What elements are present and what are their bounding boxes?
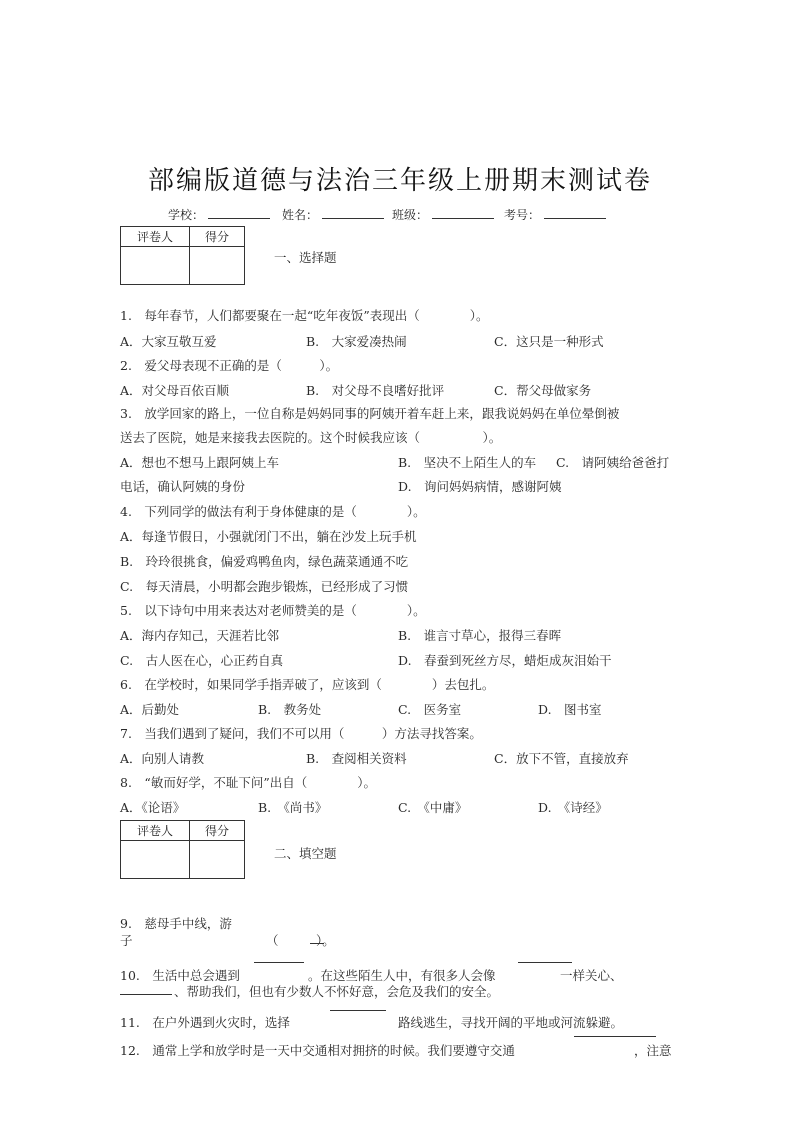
question-line-2: 子 (120, 933, 133, 948)
option-c[interactable]: C. 请阿姨给爸爸打 (556, 455, 670, 470)
option-d[interactable]: D. 春蚕到死丝方尽，蜡炬成灰泪始干 (398, 653, 612, 668)
question-line-1: 9. 慈母手中线，游 (120, 916, 232, 931)
option-a[interactable]: A．对父母百依百顺 (120, 383, 230, 398)
option-c[interactable]: C．这只是一种形式 (494, 334, 604, 349)
option-d[interactable]: D. 图书室 (538, 702, 602, 717)
question-text-c: 一样关心、 (560, 968, 623, 983)
question-stem: 4. 下列同学的做法有利于身体健康的是（ ）。 (120, 504, 426, 519)
option-b[interactable]: B. 坚决不上陌生人的车 (398, 455, 537, 470)
question-stem: 8. “敏而好学，不耻下问”出自（ ）。 (120, 775, 376, 790)
option-b[interactable]: B. 谁言寸草心，报得三春晖 (398, 628, 562, 643)
option-a[interactable]: A．想也不想马上跟阿姨上车 (120, 455, 280, 470)
option-c[interactable]: C．放下不管，直接放弃 (494, 751, 629, 766)
option-a[interactable]: A．《论语》 (120, 800, 186, 815)
question-text-b: 。在这些陌生人中，有很多人会像 (308, 968, 496, 983)
option-c[interactable]: C．帮父母做家务 (494, 383, 592, 398)
score-table-1 (120, 226, 245, 285)
question-text-b: 路线逃生，寻找开阔的平地或河流躲避。 (398, 1015, 624, 1030)
answer-blank[interactable] (310, 943, 324, 944)
question-text-line-2: 、帮助我们，但也有少数人不怀好意，会危及我们的安全。 (174, 984, 500, 999)
option-b[interactable]: B. 对父母不良嗜好批评 (306, 383, 445, 398)
option-b[interactable]: B. 大家爱凑热闹 (306, 334, 407, 349)
question-text-a: 11. 在户外遇到火灾时，选择 (120, 1015, 290, 1030)
option-c[interactable]: C. 古人医在心，心正药自真 (120, 653, 284, 668)
option-a[interactable]: A．大家互敬互爱 (120, 334, 217, 349)
name-blank[interactable] (322, 207, 384, 219)
question-text-a: 12. 通常上学和放学时是一天中交通相对拥挤的时候。我们要遵守交通 (120, 1043, 515, 1058)
score-table-2 (120, 820, 245, 879)
question-stem: 5. 以下诗句中用来表达对老师赞美的是（ ）。 (120, 603, 426, 618)
exam-number-label: 考号： (504, 208, 541, 222)
grader-header: 评卷人 (121, 821, 190, 841)
question-stem: 1. 每年春节，人们都要聚在一起“吃年夜饭”表现出（ ）。 (120, 308, 489, 323)
question-stem-line-2: 送去了医院，她是来接我去医院的。这个时候我应该（ ）。 (120, 430, 502, 445)
score-cell[interactable] (190, 841, 245, 879)
class-blank[interactable] (432, 207, 494, 219)
blank-2[interactable] (518, 962, 572, 963)
name-field (282, 206, 384, 223)
question-stem: 7. 当我们遇到了疑问，我们不可以用（ ）方法寻找答案。 (120, 726, 482, 741)
class-field (392, 206, 494, 223)
option-c-continued[interactable]: 电话，确认阿姨的身份 (120, 479, 246, 494)
option-a[interactable]: A．后勤处 (120, 702, 180, 717)
option-b[interactable]: B. 玲玲很挑食，偏爱鸡鸭鱼肉，绿色蔬菜通通不吃 (120, 554, 409, 569)
question-stem-line-1: 3. 放学回家的路上，一位自称是妈妈同事的阿姨开着车赶上来，跟我说妈妈在单位晕倒被 (120, 406, 620, 421)
option-a[interactable]: A．每逢节假日，小强就闭门不出，躺在沙发上玩手机 (120, 529, 417, 544)
answer-blank[interactable] (330, 1010, 386, 1011)
question-text-a: 10. 生活中总会遇到 (120, 968, 240, 983)
question-stem: 2. 爱父母表现不正确的是（ ）。 (120, 358, 339, 373)
exam-number-field (504, 206, 606, 223)
section-heading-choice: 一、选择题 (274, 250, 337, 265)
option-b[interactable]: B. 查阅相关资料 (306, 751, 407, 766)
school-field (168, 206, 270, 223)
score-header: 得分 (190, 227, 245, 247)
option-b[interactable]: B. 《尚书》 (258, 800, 328, 815)
option-d[interactable]: D. 《诗经》 (538, 800, 608, 815)
blank-3[interactable] (120, 994, 172, 995)
question-stem: 6. 在学校时，如果同学手指弄破了，应该到（ ）去包扎。 (120, 677, 495, 692)
grader-header: 评卷人 (121, 227, 190, 247)
option-c[interactable]: C. 医务室 (398, 702, 462, 717)
school-label: 学校： (168, 208, 205, 222)
option-d[interactable]: D. 询问妈妈病情，感谢阿姨 (398, 479, 562, 494)
score-cell[interactable] (190, 247, 245, 285)
option-c[interactable]: C. 《中庸》 (398, 800, 468, 815)
class-label: 班级： (392, 208, 429, 222)
score-header: 得分 (190, 821, 245, 841)
option-a[interactable]: A．向别人请教 (120, 751, 205, 766)
question-text-b: ，注意 (634, 1043, 672, 1058)
answer-paren: （ ）。 (266, 933, 335, 948)
option-a[interactable]: A．海内存知己，天涯若比邻 (120, 628, 280, 643)
school-blank[interactable] (208, 207, 270, 219)
grader-cell[interactable] (121, 841, 190, 879)
section-heading-fill: 二、填空题 (274, 846, 337, 861)
option-c[interactable]: C. 每天清晨，小明都会跑步锻炼，已经形成了习惯 (120, 579, 409, 594)
page-title: 部编版道德与法治三年级上册期末测试卷 (147, 166, 652, 196)
answer-blank[interactable] (574, 1036, 656, 1037)
blank-1[interactable] (254, 962, 304, 963)
grader-cell[interactable] (121, 247, 190, 285)
option-b[interactable]: B. 教务处 (258, 702, 322, 717)
name-label: 姓名： (282, 208, 319, 222)
exam-number-blank[interactable] (544, 207, 606, 219)
